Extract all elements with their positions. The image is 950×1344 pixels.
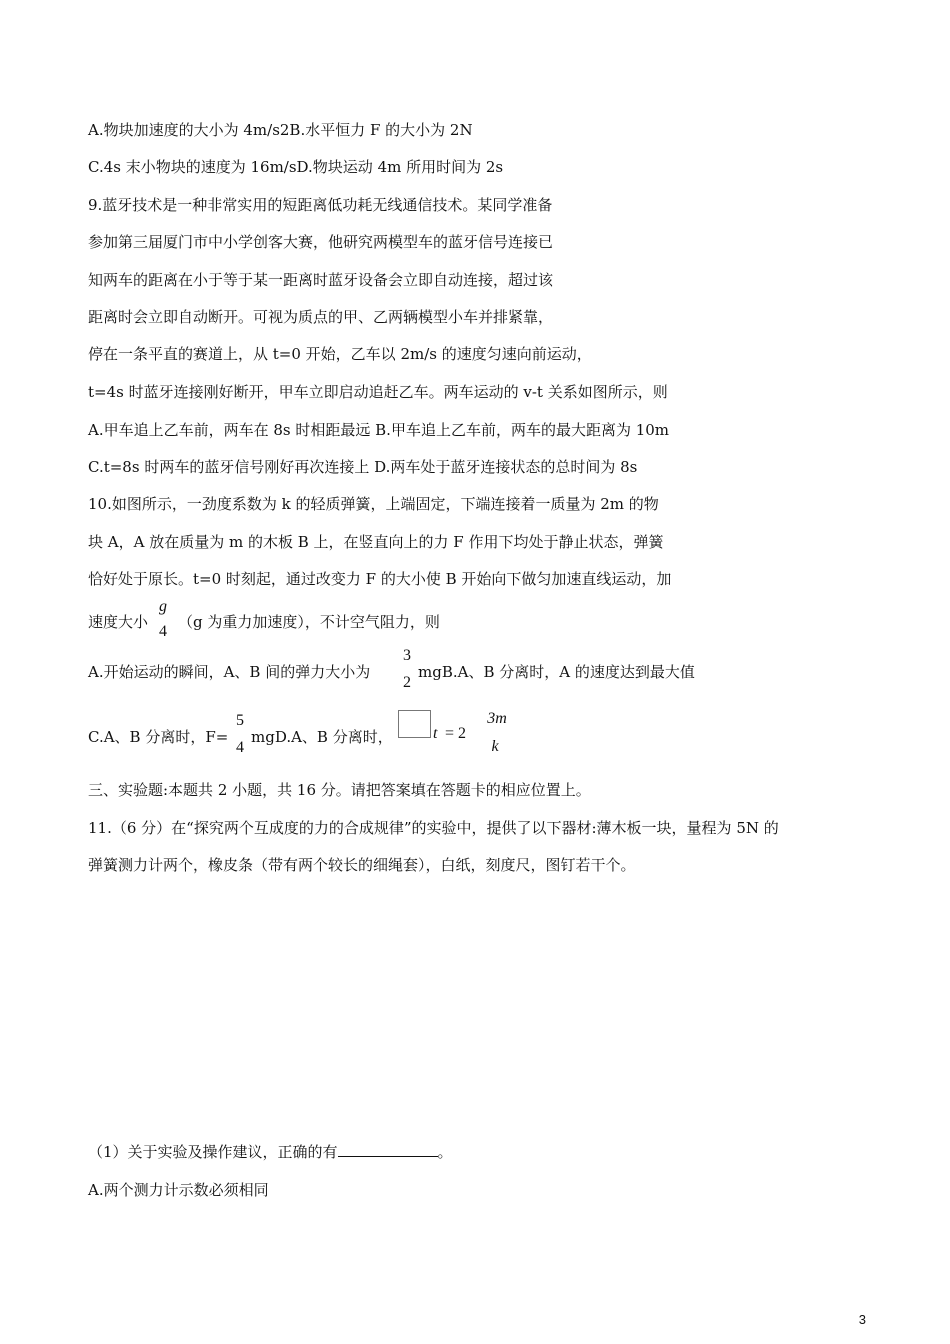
q11-line: 11.（6 分）在“探究两个互成度的力的合成规律”的实验中，提供了以下器材:薄木板一块，量程为 5N 的 — [88, 819, 779, 837]
q10-option-d-equals: = 2 — [445, 725, 467, 742]
q10-option-d-numerator: 3m — [487, 710, 507, 727]
q11-subquestion-1 — [88, 1142, 453, 1162]
q8-options-cd: C.4s 末小物块的速度为 16m/sD.物块运动 4m 所用时间为 2s — [88, 158, 504, 176]
q10-option-a-denominator: 2 — [403, 674, 411, 691]
q9-line: 知两车的距离在小于等于某一距离时蓝牙设备会立即自动连接，超过该 — [88, 271, 554, 289]
q10-option-a-numerator: 3 — [403, 647, 411, 664]
q9-options-ab: A.甲车追上乙车前，两车在 8s 时相距最远 B.甲车追上乙车前，两车的最大距离为 10m — [88, 421, 670, 439]
q10-option-d-t: t — [433, 725, 438, 742]
q10-accel-prefix: 速度大小 — [88, 613, 149, 631]
q8-options-ab: A.物块加速度的大小为 4m/s2B.水平恒力 F 的大小为 2N — [88, 121, 473, 139]
q10-line: 块 A，A 放在质量为 m 的木板 B 上，在竖直向上的力 F 作用下均处于静止状态，弹簧 — [88, 533, 664, 551]
page-number: 3 — [858, 1312, 866, 1327]
q10-line: 10.如图所示，一劲度系数为 k 的轻质弹簧，上端固定，下端连接着一质量为 2m 的物 — [88, 495, 659, 513]
q9-line: 参加第三届厦门市中小学创客大赛，他研究两模型车的蓝牙信号连接已 — [88, 233, 554, 251]
q9-line: 距离时会立即自动断开。可视为质点的甲、乙两辆模型小车并排紧靠， — [88, 308, 554, 326]
q10-option-c-suffix: mgD.A、B 分离时， — [251, 728, 393, 746]
q11-line: 弹簧测力计两个，橡皮条（带有两个较长的细绳套），白纸，刻度尺，图钉若干个。 — [88, 856, 636, 874]
missing-image-placeholder — [398, 710, 431, 738]
q10-accel-suffix: （g 为重力加速度），不计空气阻力，则 — [178, 613, 440, 631]
q11-subquestion-1-end: 。 — [437, 1143, 453, 1161]
q9-options-cd: C.t=8s 时两车的蓝牙信号刚好再次连接上 D.两车处于蓝牙连接状态的总时间为 8s — [88, 458, 638, 476]
q9-line: t=4s 时蓝牙连接刚好断开，甲车立即启动追赶乙车。两车运动的 v-t 关系如图所示，则 — [88, 383, 668, 401]
q10-accel-numerator: g — [159, 598, 167, 615]
q9-line: 9.蓝牙技术是一种非常实用的短距离低功耗无线通信技术。某同学准备 — [88, 196, 553, 214]
q10-option-d-denominator: k — [491, 738, 499, 755]
section-3-heading: 三、实验题:本题共 2 小题，共 16 分。请把答案填在答题卡的相应位置上。 — [88, 781, 591, 799]
q11-subquestion-1-text: （1）关于实验及操作建议，正确的有 — [88, 1143, 338, 1161]
q11-option-a: A.两个测力计示数必须相同 — [88, 1181, 269, 1199]
q10-option-c-denominator: 4 — [236, 739, 244, 756]
q10-option-a-prefix: A.开始运动的瞬间，A、B 间的弹力大小为 — [88, 663, 371, 681]
q10-accel-denominator: 4 — [159, 623, 167, 640]
q10-option-a-suffix: mgB.A、B 分离时，A 的速度达到最大值 — [418, 663, 695, 681]
q10-option-c-numerator: 5 — [236, 712, 244, 729]
q10-option-c-prefix: C.A、B 分离时，F= — [88, 728, 229, 746]
q10-line: 恰好处于原长。t=0 时刻起，通过改变力 F 的大小使 B 开始向下做匀加速直线运动，加 — [88, 570, 672, 588]
answer-blank — [338, 1142, 438, 1157]
q9-line: 停在一条平直的赛道上，从 t=0 开始，乙车以 2m/s 的速度匀速向前运动， — [88, 345, 592, 363]
